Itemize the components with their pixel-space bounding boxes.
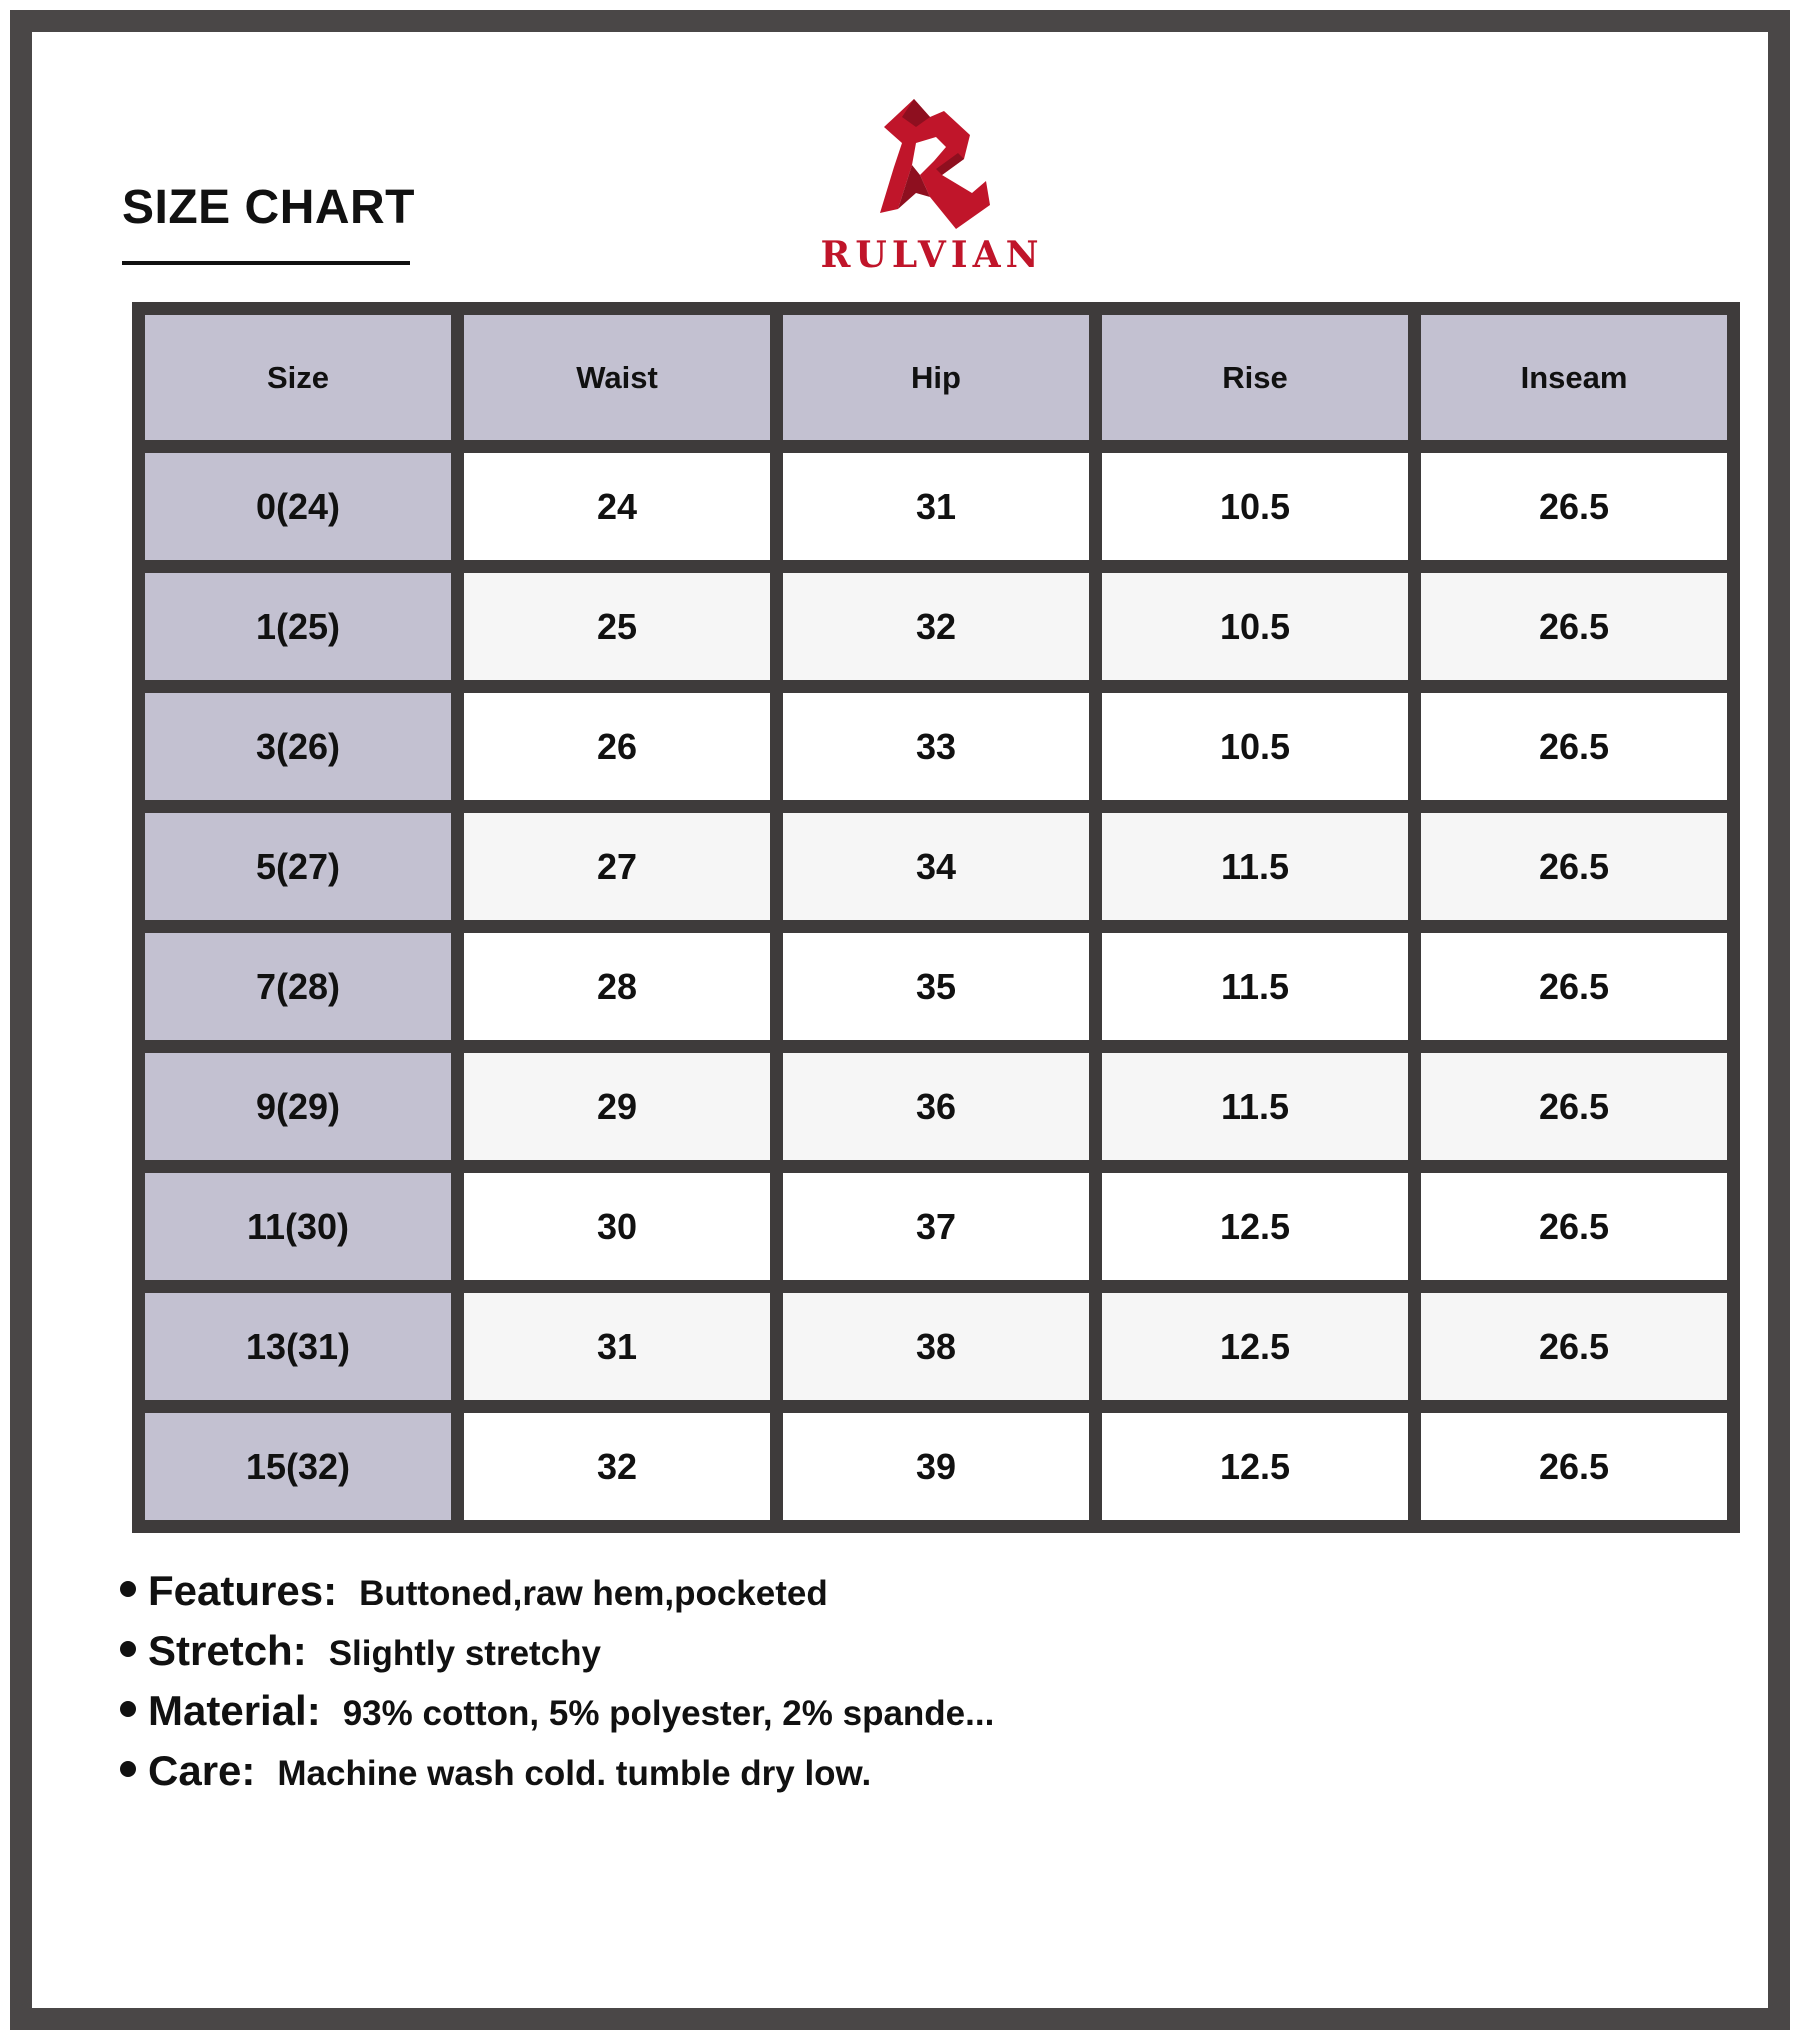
waist-cell: 25 bbox=[464, 573, 770, 680]
table-row bbox=[145, 1053, 1727, 1160]
table-row bbox=[145, 453, 1727, 560]
rise-cell: 12.5 bbox=[1102, 1293, 1408, 1400]
note-value: Slightly stretchy bbox=[328, 1634, 601, 1673]
note-stretch bbox=[120, 1627, 994, 1687]
waist-cell: 26 bbox=[464, 693, 770, 800]
note-value: Machine wash cold. tumble dry low. bbox=[277, 1754, 872, 1793]
inseam-cell: 26.5 bbox=[1421, 1293, 1727, 1400]
column-header-rise: Rise bbox=[1102, 315, 1408, 440]
waist-cell: 27 bbox=[464, 813, 770, 920]
hip-cell: 37 bbox=[783, 1173, 1089, 1280]
table-header-row bbox=[145, 315, 1727, 440]
inseam-cell: 26.5 bbox=[1421, 1413, 1727, 1520]
rise-cell: 10.5 bbox=[1102, 453, 1408, 560]
size-table bbox=[132, 302, 1740, 1533]
brand-r-monogram-icon bbox=[872, 97, 992, 232]
bullet-icon bbox=[120, 1761, 136, 1777]
size-cell: 15(32) bbox=[145, 1413, 451, 1520]
hip-cell: 31 bbox=[783, 453, 1089, 560]
page-title: SIZE CHART bbox=[122, 181, 415, 234]
note-value: 93% cotton, 5% polyester, 2% spande... bbox=[342, 1694, 995, 1733]
hip-cell: 34 bbox=[783, 813, 1089, 920]
hip-cell: 36 bbox=[783, 1053, 1089, 1160]
column-header-inseam: Inseam bbox=[1421, 315, 1727, 440]
table-row bbox=[145, 813, 1727, 920]
bullet-icon bbox=[120, 1641, 136, 1657]
size-cell: 13(31) bbox=[145, 1293, 451, 1400]
bullet-icon bbox=[120, 1701, 136, 1717]
note-label: Care: bbox=[148, 1747, 256, 1794]
table-row bbox=[145, 573, 1727, 680]
rise-cell: 12.5 bbox=[1102, 1173, 1408, 1280]
rise-cell: 11.5 bbox=[1102, 813, 1408, 920]
hip-cell: 33 bbox=[783, 693, 1089, 800]
rise-cell: 11.5 bbox=[1102, 933, 1408, 1040]
size-cell: 7(28) bbox=[145, 933, 451, 1040]
bullet-icon bbox=[120, 1581, 136, 1597]
waist-cell: 24 bbox=[464, 453, 770, 560]
column-header-hip: Hip bbox=[783, 315, 1089, 440]
hip-cell: 32 bbox=[783, 573, 1089, 680]
note-label: Features: bbox=[148, 1567, 338, 1614]
hip-cell: 35 bbox=[783, 933, 1089, 1040]
size-cell: 5(27) bbox=[145, 813, 451, 920]
size-cell: 9(29) bbox=[145, 1053, 451, 1160]
table-row bbox=[145, 1413, 1727, 1520]
brand-logo bbox=[802, 92, 1082, 292]
size-cell: 0(24) bbox=[145, 453, 451, 560]
table-row bbox=[145, 1293, 1727, 1400]
inseam-cell: 26.5 bbox=[1421, 693, 1727, 800]
column-header-waist: Waist bbox=[464, 315, 770, 440]
waist-cell: 31 bbox=[464, 1293, 770, 1400]
rise-cell: 12.5 bbox=[1102, 1413, 1408, 1520]
waist-cell: 28 bbox=[464, 933, 770, 1040]
size-cell: 3(26) bbox=[145, 693, 451, 800]
inseam-cell: 26.5 bbox=[1421, 453, 1727, 560]
inseam-cell: 26.5 bbox=[1421, 1173, 1727, 1280]
note-value: Buttoned,raw hem,pocketed bbox=[359, 1574, 828, 1613]
note-care bbox=[120, 1747, 994, 1807]
note-material bbox=[120, 1687, 994, 1747]
hip-cell: 39 bbox=[783, 1413, 1089, 1520]
product-notes bbox=[120, 1567, 994, 1807]
rise-cell: 10.5 bbox=[1102, 693, 1408, 800]
table-row bbox=[145, 933, 1727, 1040]
brand-name: RULVIAN bbox=[820, 234, 1044, 276]
rise-cell: 11.5 bbox=[1102, 1053, 1408, 1160]
inseam-cell: 26.5 bbox=[1421, 1053, 1727, 1160]
rise-cell: 10.5 bbox=[1102, 573, 1408, 680]
waist-cell: 32 bbox=[464, 1413, 770, 1520]
note-label: Material: bbox=[148, 1687, 321, 1734]
table-row bbox=[145, 693, 1727, 800]
page-frame bbox=[10, 10, 1790, 2030]
table-row bbox=[145, 1173, 1727, 1280]
size-cell: 11(30) bbox=[145, 1173, 451, 1280]
inseam-cell: 26.5 bbox=[1421, 933, 1727, 1040]
inseam-cell: 26.5 bbox=[1421, 573, 1727, 680]
column-header-size: Size bbox=[145, 315, 451, 440]
hip-cell: 38 bbox=[783, 1293, 1089, 1400]
waist-cell: 29 bbox=[464, 1053, 770, 1160]
size-cell: 1(25) bbox=[145, 573, 451, 680]
inseam-cell: 26.5 bbox=[1421, 813, 1727, 920]
title-underline bbox=[122, 261, 410, 265]
note-label: Stretch: bbox=[148, 1627, 307, 1674]
waist-cell: 30 bbox=[464, 1173, 770, 1280]
note-features bbox=[120, 1567, 994, 1627]
